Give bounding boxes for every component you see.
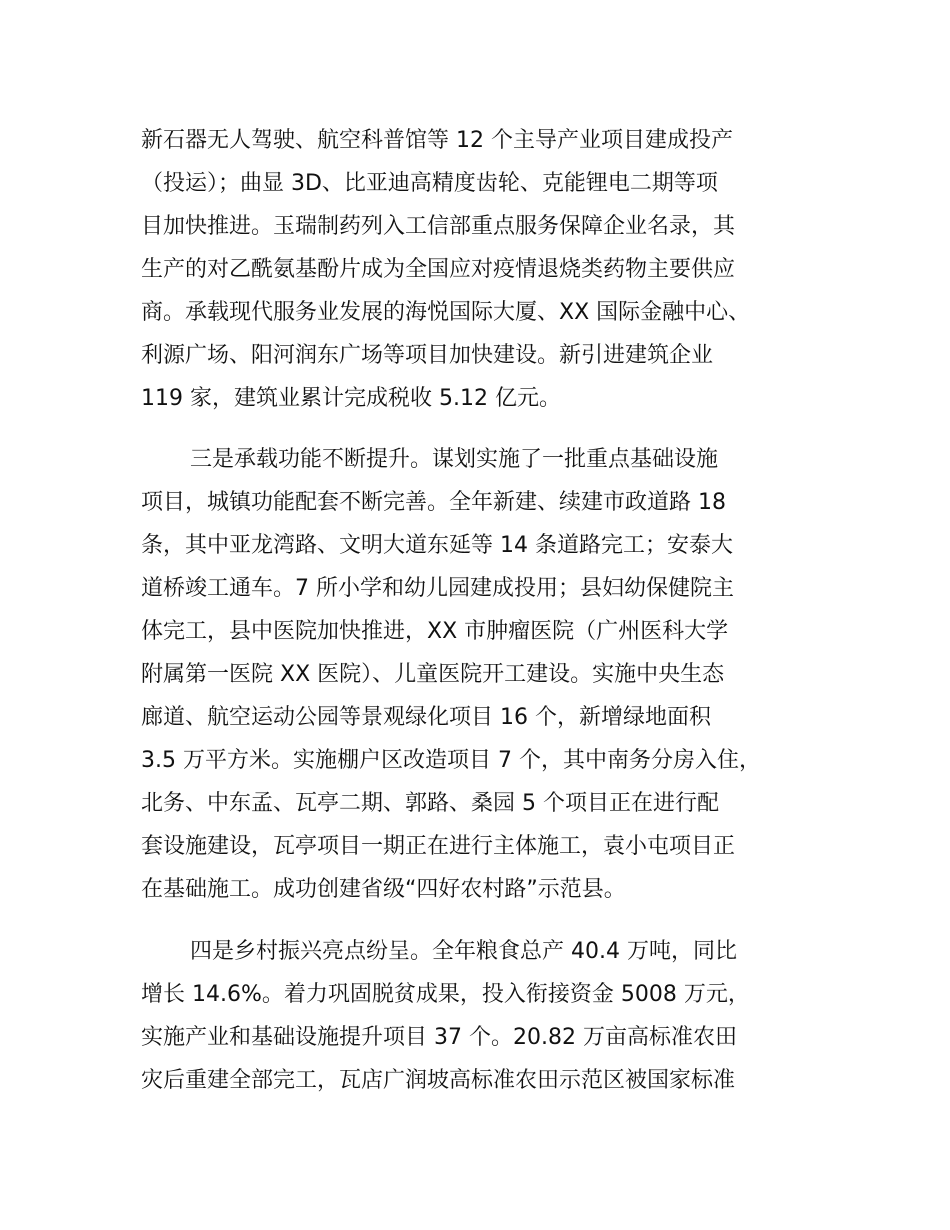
text-line: 道桥竣工通车。7 所小学和幼儿园建成投用；县妇幼保健院主	[141, 576, 734, 601]
text-line: 体完工，县中医院加快推进，XX 市肿瘤医院（广州医科大学	[141, 619, 729, 644]
text-line: 3.5 万平方米。实施棚户区改造项目 7 个，其中南务分房入住，	[141, 748, 761, 773]
text-line: 新石器无人驾驶、航空科普馆等 12 个主导产业项目建成投产	[141, 128, 733, 153]
text-line: 条，其中亚龙湾路、文明大道东延等 14 条道路完工；安泰大	[141, 533, 733, 558]
text-line: 三是承载功能不断提升。谋划实施了一批重点基础设施	[190, 447, 719, 472]
text-line: 119 家，建筑业累计完成税收 5.12 亿元。	[141, 386, 561, 411]
text-line: 实施产业和基础设施提升项目 37 个。20.82 万亩高标准农田	[141, 1025, 737, 1050]
text-line: 套设施建设，瓦亭项目一期正在进行主体施工，袁小屯项目正	[141, 834, 736, 859]
text-line: 四是乡村振兴亮点纷呈。全年粮食总产 40.4 万吨，同比	[190, 939, 737, 964]
text-line: 灾后重建全部完工，瓦店广润坡高标准农田示范区被国家标准	[141, 1068, 736, 1093]
text-line: 增长 14.6%。着力巩固脱贫成果，投入衔接资金 5008 万元，	[141, 982, 750, 1007]
text-line: 目加快推进。玉瑞制药列入工信部重点服务保障企业名录，其	[141, 214, 736, 239]
text-line: （投运）；曲显 3D、比亚迪高精度齿轮、克能锂电二期等项	[141, 171, 718, 196]
text-line: 附属第一医院 XX 医院）、儿童医院开工建设。实施中央生态	[141, 662, 725, 687]
text-line: 项目，城镇功能配套不断完善。全年新建、续建市政道路 18	[141, 490, 726, 515]
text-line: 北务、中东孟、瓦亭二期、郭路、桑园 5 个项目正在进行配	[141, 791, 719, 816]
text-line: 廊道、航空运动公园等景观绿化项目 16 个，新增绿地面积	[141, 705, 711, 730]
text-line: 利源广场、阳河润东广场等项目加快建设。新引进建筑企业	[141, 343, 714, 368]
text-line: 生产的对乙酰氨基酚片成为全国应对疫情退烧类药物主要供应	[141, 257, 736, 282]
text-line: 在基础施工。成功创建省级“四好农村路”示范县。	[141, 877, 626, 902]
text-line: 商。承载现代服务业发展的海悦国际大厦、XX 国际金融中心、	[141, 300, 751, 325]
